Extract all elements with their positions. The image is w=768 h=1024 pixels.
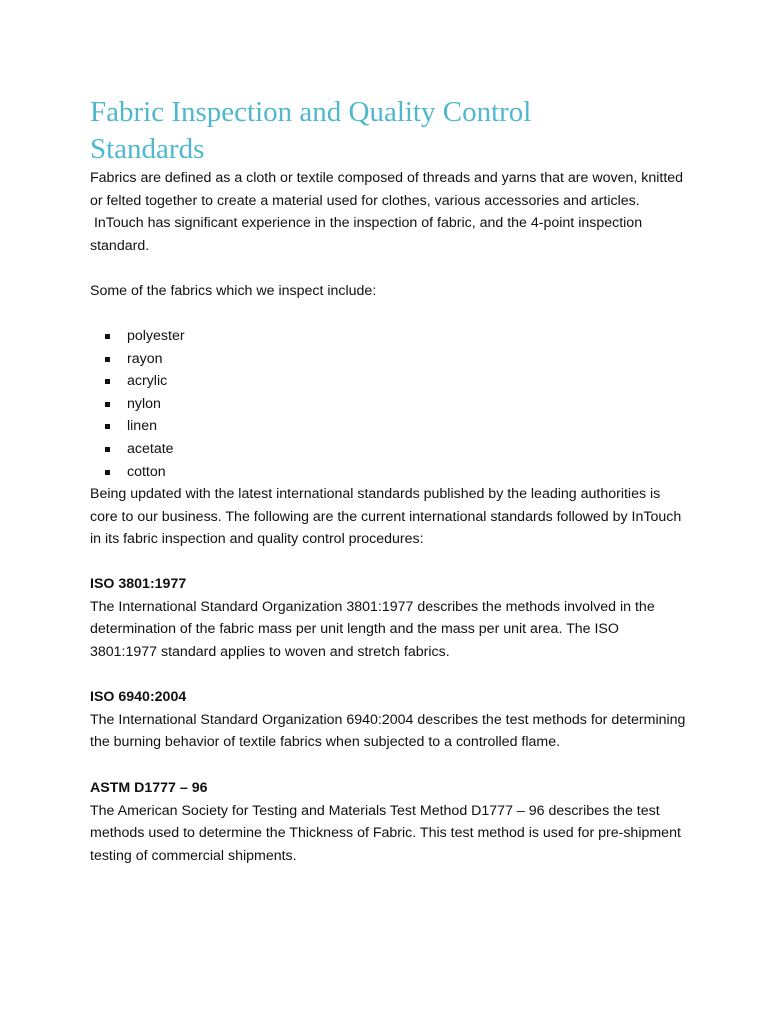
standard-section-iso-3801 (90, 573, 690, 663)
list-item (90, 438, 185, 461)
standard-section-astm-d1777 (90, 777, 690, 867)
standard-description-line: methods used to determine the Thickness of Fabric. This test method is used for pre-shipment (90, 825, 681, 842)
intro-line: or felted together to create a material used for clothes, various accessories and articles. (90, 192, 640, 209)
fabric-name: acetate (127, 440, 174, 457)
list-item (90, 393, 185, 416)
list-item (90, 325, 185, 348)
fabric-name: linen (127, 418, 157, 435)
title-line: Fabric Inspection and Quality Control (90, 96, 532, 128)
fabric-name: rayon (127, 350, 163, 367)
intro-line: standard. (90, 237, 150, 254)
fabric-list (90, 325, 185, 483)
bullet-square-icon (105, 379, 110, 384)
bullet-square-icon (105, 334, 110, 339)
standards-intro-line: core to our business. The following are the current international standards followed by InTouch (90, 508, 682, 525)
fabrics-intro-text: Some of the fabrics which we inspect include: (90, 283, 377, 299)
intro-paragraph (90, 167, 690, 257)
standard-description-line: The International Standard Organization 6940:2004 describes the test methods for determining (90, 711, 686, 728)
fabric-name: polyester (127, 328, 185, 344)
standard-description-line: The International Standard Organization 3801:1977 describes the methods involved in the (90, 598, 655, 615)
standards-intro-paragraph (90, 483, 690, 551)
list-item (90, 348, 185, 371)
bullet-square-icon (105, 447, 110, 452)
intro-line: InTouch has significant experience in the inspection of fabric, and the 4-point inspection (90, 215, 643, 232)
standard-description-line: 3801:1977 standard applies to woven and stretch fabrics. (90, 643, 450, 660)
bullet-square-icon (105, 357, 110, 362)
standard-description-line: The American Society for Testing and Materials Test Method D1777 – 96 describes the test (90, 802, 660, 819)
standards-intro-line: in its fabric inspection and quality control procedures: (90, 531, 424, 548)
standard-section-iso-6940 (90, 686, 690, 754)
standard-heading: ASTM D1777 – 96 (90, 780, 208, 796)
page-title (90, 94, 690, 168)
standard-description-line: determination of the fabric mass per unit length and the mass per unit area. The ISO (90, 621, 619, 638)
standard-description-line: the burning behavior of textile fabrics when subjected to a controlled flame. (90, 734, 561, 751)
standard-heading: ISO 6940:2004 (90, 689, 187, 705)
intro-line: Fabrics are defined as a cloth or textile composed of threads and yarns that are woven, knitted (90, 170, 684, 186)
standards-intro-line: Being updated with the latest international standards published by the leading authorities is (90, 486, 661, 502)
bullet-square-icon (105, 470, 110, 475)
list-item (90, 415, 185, 438)
fabric-name: acrylic (127, 373, 168, 390)
fabric-name: nylon (127, 395, 161, 412)
bullet-square-icon (105, 424, 110, 429)
standard-description-line: testing of commercial shipments. (90, 847, 297, 864)
title-line: Standards (90, 133, 205, 165)
list-item (90, 370, 185, 393)
bullet-square-icon (105, 402, 110, 407)
fabric-name: cotton (127, 463, 166, 480)
fabrics-intro (90, 280, 690, 303)
list-item (90, 461, 185, 484)
standard-heading: ISO 3801:1977 (90, 576, 187, 592)
